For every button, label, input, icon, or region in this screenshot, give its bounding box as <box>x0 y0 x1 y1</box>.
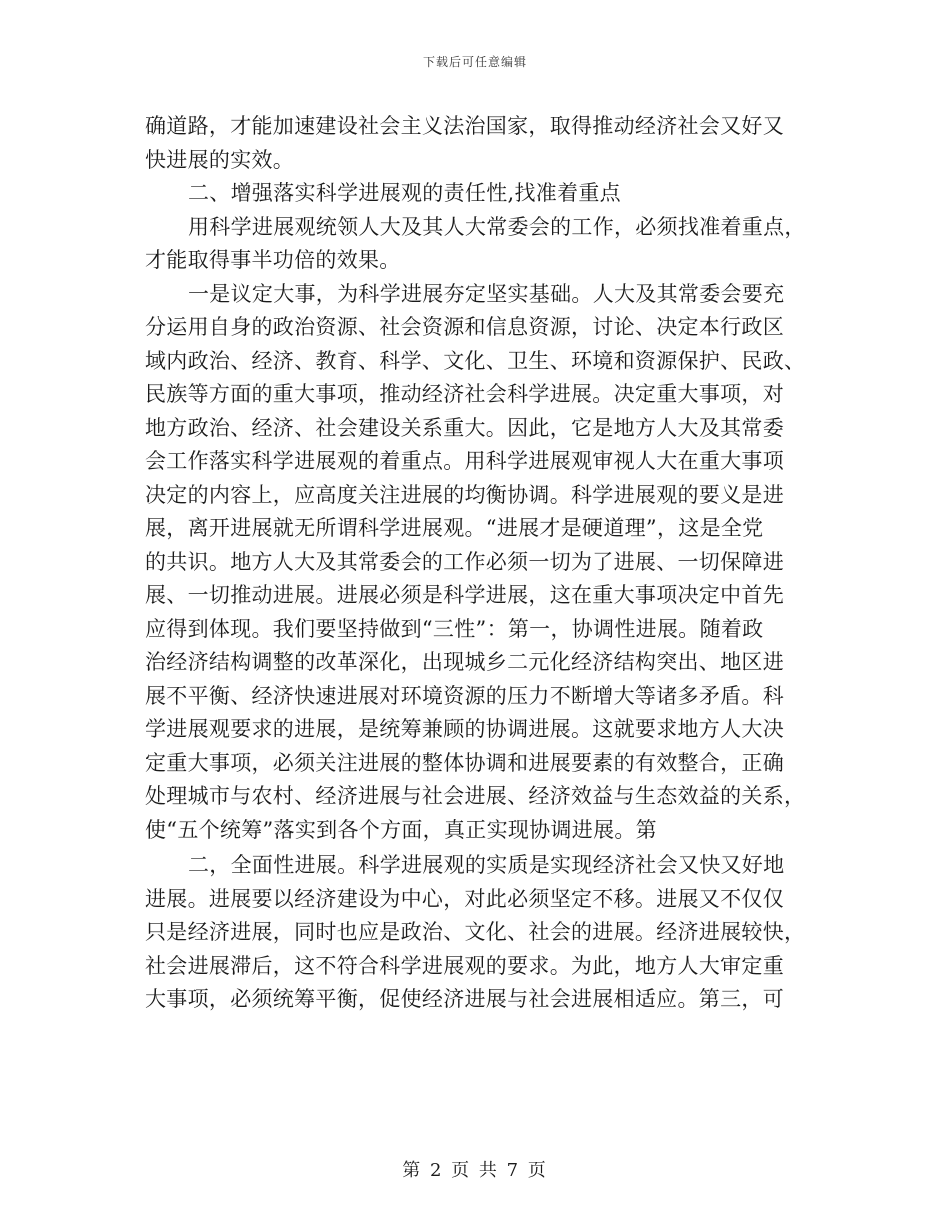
body-line: 进展。进展要以经济建设为中心，对此必须坚定不移。进展又不仅仅 <box>145 886 784 911</box>
body-line: 才能取得事半功倍的效果。 <box>145 248 401 272</box>
section-heading: 二、增强落实科学进展观的责任性,找准着重点 <box>188 181 621 205</box>
body-line: 地方政治、经济、社会建设关系重大。因此，它是地方人大及其常委 <box>145 415 784 440</box>
body-line: 大事项，必须统筹平衡，促使经济进展与社会进展相适应。第三，可 <box>145 987 784 1011</box>
body-line: 学进展观要求的进展，是统筹兼顾的协调进展。这就要求地方人大决 <box>145 717 784 741</box>
body-line: 分运用自身的政治资源、社会资源和信息资源，讨论、决定本行政区 <box>145 315 784 339</box>
body-line: 使“五个统筹”落实到各个方面，真正实现协调进展。第 <box>145 817 657 842</box>
body-line: 定重大事项，必须关注进展的整体协调和进展要素的有效整合，正确 <box>145 750 784 775</box>
body-line: 二，全面性进展。科学进展观的实质是实现经济社会又快又好地 <box>188 853 785 877</box>
body-line: 会工作落实科学进展观的着重点。用科学进展观审视人大在重大事项 <box>145 449 784 473</box>
body-line: 的共识。地方人大及其常委会的工作必须一切为了进展、一切保障进 <box>145 549 784 574</box>
document-body <box>145 110 810 1017</box>
page-header: 下载后可任意编辑 <box>422 55 527 69</box>
body-line: 用科学进展观统领人大及其人大常委会的工作，必须找准着重点， <box>188 214 806 239</box>
body-line: 展，离开进展就无所谓科学进展观。“进展才是硬道理”，这是全党 <box>145 516 764 540</box>
body-line: 确道路，才能加速建设社会主义法治国家，取得推动经济社会又好又 <box>145 114 784 138</box>
body-line: 只是经济进展，同时也应是政治、文化、社会的进展。经济进展较快， <box>145 920 806 944</box>
body-line: 域内政治、经济、教育、科学、文化、卫生、环境和资源保护、民政、 <box>145 348 806 373</box>
body-line: 应得到体现。我们要坚持做到“三性”：第一，协调性进展。随着政 <box>145 616 764 641</box>
body-line: 民族等方面的重大事项，推动经济社会科学进展。决定重大事项，对 <box>145 382 784 406</box>
body-line: 快进展的实效。 <box>145 147 295 172</box>
body-line: 一是议定大事，为科学进展夯定坚实基础。人大及其常委会要充 <box>188 281 785 306</box>
page-footer: 第 2 页 共 7 页 <box>402 1160 548 1181</box>
body-line: 处理城市与农村、经济进展与社会进展、经济效益与生态效益的关系， <box>145 784 806 808</box>
body-line: 展不平衡、经济快速进展对环境资源的压力不断增大等诸多矛盾。科 <box>145 683 784 708</box>
body-line: 治经济结构调整的改革深化，出现城乡二元化经济结构突出、地区进 <box>145 650 784 674</box>
body-line: 展、一切推动进展。进展必须是科学进展，这在重大事项决定中首先 <box>145 583 784 607</box>
body-line: 决定的内容上，应高度关注进展的均衡协调。科学进展观的要义是进 <box>145 482 784 507</box>
body-line: 社会进展滞后，这不符合科学进展观的要求。为此，地方人大审定重 <box>145 953 784 978</box>
